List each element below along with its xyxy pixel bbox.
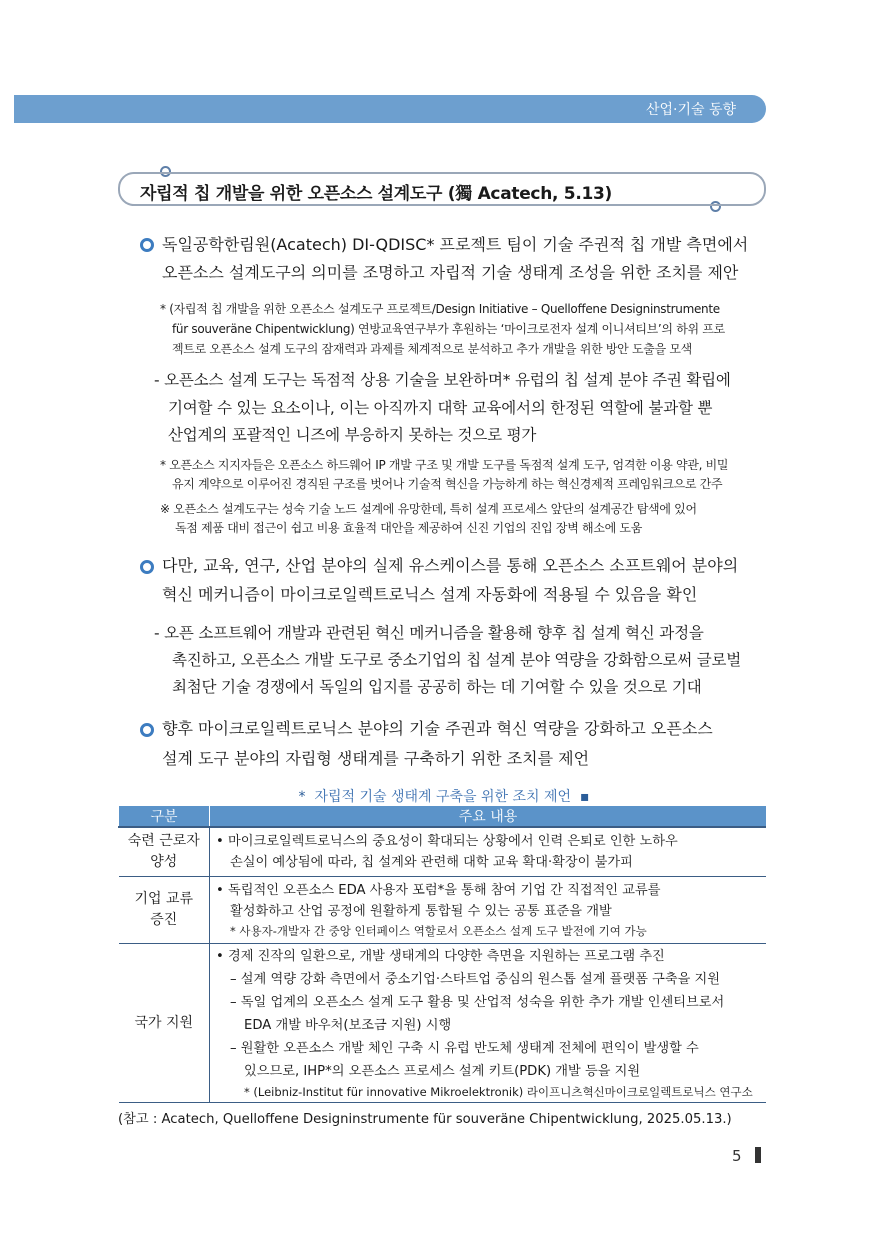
caption-marker-right: ▪ bbox=[579, 789, 590, 805]
page-number: 5 bbox=[732, 1147, 742, 1165]
table-caption bbox=[0, 786, 888, 806]
row-content bbox=[210, 827, 767, 877]
row-content bbox=[210, 944, 767, 1103]
bullet2-dash1: - 오픈 소프트웨어 개발과 관련된 혁신 메커니즘을 활용해 향후 칩 설계 혁신 과정을 bbox=[154, 624, 704, 642]
bullet1-note2: für souveräne Chipentwicklung) 연방교육연구부가 후원하는 ‘마이크로전자 설계 이니셔티브’의 하위 프로 bbox=[172, 322, 725, 336]
bullet1-dash1: - 오픈소스 설계 도구는 독점적 상용 기술을 보완하며* 유럽의 칩 설계 분야 주권 확립에 bbox=[154, 371, 731, 389]
bullet1-line2: 오픈소스 설계도구의 의미를 조명하고 자립적 기술 생태계 조성을 위한 조치를 제안 bbox=[162, 263, 739, 282]
page-title: 자립적 칩 개발을 위한 오픈소스 설계도구 (獨 Acatech, 5.13) bbox=[140, 184, 613, 204]
row-label bbox=[119, 877, 210, 944]
bullet3-line2: 설계 도구 분야의 자립형 생태계를 구축하기 위한 조치를 제언 bbox=[162, 749, 590, 768]
title-box bbox=[118, 172, 766, 206]
bullet1-note1: * (자립적 칩 개발을 위한 오픈소스 설계도구 프로젝트/Design Initiative – Quelloffene Designinstrumente bbox=[160, 302, 720, 316]
bullet1-dash2: 기여할 수 있는 요소이나, 이는 아직까지 대학 교육에서의 한정된 역할에 불과할 뿐 bbox=[168, 399, 713, 417]
bullet2-dash3: 최첨단 기술 경쟁에서 독일의 입지를 공공히 하는 데 기여할 수 있을 것으로 기대 bbox=[172, 678, 702, 696]
measures-table bbox=[118, 806, 766, 1103]
bullet1-note3: 젝트로 오픈소스 설계 도구의 잠재력과 과제를 체계적으로 분석하고 추가 개발을 위한 방안 도출을 모색 bbox=[172, 342, 692, 356]
row-label-line: 국가 지원 bbox=[134, 1014, 194, 1031]
bullet-marker-3 bbox=[140, 723, 154, 737]
row-text: 활성화하고 산업 공정에 원활하게 통합될 수 있는 공통 표준을 개발 bbox=[230, 904, 612, 919]
row-note: * (Leibniz-Institut für innovative Mikroelektronik) 라이프니츠혁신마이크로일렉트로닉스 연구소 bbox=[244, 1085, 753, 1099]
bullet3-line1: 향후 마이크로일렉트로닉스 분야의 기술 주권과 혁신 역량을 강화하고 오픈소스 bbox=[162, 719, 713, 738]
bullet2-line2: 혁신 메커니즘이 마이크로일렉트로닉스 설계 자동화에 적용될 수 있음을 확인 bbox=[162, 585, 698, 604]
caption-marker-left: * bbox=[298, 789, 306, 805]
caption-text: 자립적 기술 생태계 구축을 위한 조치 제언 bbox=[314, 789, 572, 805]
source-citation: (참고 : Acatech, Quelloffene Designinstrumente für souveräne Chipentwicklung, 2025.05.13.) bbox=[118, 1112, 732, 1127]
row-text: – 원활한 오픈소스 개발 체인 구축 시 유럽 반도체 생태계 전체에 편익이 발생할 수 bbox=[230, 1041, 699, 1056]
row-content bbox=[210, 877, 767, 944]
row-text: – 독일 업계의 오픈소스 설계 도구 활용 및 산업적 성숙을 위한 추가 개발 인센티브로서 bbox=[230, 995, 725, 1010]
row-note: * 사용자-개발자 간 중앙 인터페이스 역할로서 오픈소스 설계 도구 발전에 기여 가능 bbox=[230, 924, 647, 938]
row-label-line: 숙련 근로자 bbox=[127, 833, 200, 849]
bullet2-line1: 다만, 교육, 연구, 산업 분야의 실제 유스케이스를 통해 오픈소스 소프트웨어 분야의 bbox=[162, 556, 739, 575]
row-text: • 경제 진작의 일환으로, 개발 생태계의 다양한 측면을 지원하는 프로그램 추진 bbox=[216, 949, 665, 964]
table-row bbox=[119, 877, 767, 944]
table-header-row bbox=[119, 806, 767, 827]
row-text: – 설계 역량 강화 측면에서 중소기업·스타트업 중심의 원스톱 설계 플랫폼 구축을 지원 bbox=[230, 972, 721, 987]
header-content: 주요 내용 bbox=[210, 806, 767, 827]
bullet2-dash2: 촉진하고, 오픈소스 개발 도구로 중소기업의 칩 설계 분야 역량을 강화함으로써 글로벌 bbox=[172, 651, 742, 669]
row-text: • 마이크로일렉트로닉스의 중요성이 확대되는 상황에서 인력 은퇴로 인한 노하우 bbox=[216, 834, 678, 849]
row-label bbox=[119, 827, 210, 877]
table-row bbox=[119, 827, 767, 877]
table-row bbox=[119, 944, 767, 1103]
row-text: EDA 개발 바우처(보조금 지원) 시행 bbox=[244, 1018, 452, 1033]
row-text: • 독립적인 오픈소스 EDA 사용자 포럼*을 통해 참여 기업 간 직접적인 교류를 bbox=[216, 883, 661, 898]
bullet1-note7: 독점 제품 대비 접근이 쉽고 비용 효율적 대안을 제공하여 신진 기업의 진입 장벽 해소에 도움 bbox=[175, 521, 643, 535]
row-label-line: 기업 교류 bbox=[134, 891, 194, 907]
bullet1-dash3: 산업계의 포괄적인 니즈에 부응하지 못하는 것으로 평가 bbox=[168, 426, 537, 444]
bullet1-note4: * 오픈소스 지지자들은 오픈소스 하드웨어 IP 개발 구조 및 개발 도구를 독점적 설계 도구, 엄격한 이용 약관, 비밀 bbox=[160, 458, 729, 472]
row-text: 있으므로, IHP*의 오픈소스 프로세스 설계 키트(PDK) 개발 등을 지원 bbox=[244, 1064, 641, 1079]
section-header-bar bbox=[14, 95, 766, 123]
row-label bbox=[119, 944, 210, 1103]
bullet-marker-1 bbox=[140, 238, 154, 252]
page-number-bar bbox=[755, 1147, 761, 1163]
header-category: 구분 bbox=[119, 806, 210, 827]
row-label-line: 증진 bbox=[150, 912, 178, 928]
section-label: 산업·기술 동향 bbox=[645, 102, 736, 118]
bullet1-note6: ※ 오픈소스 설계도구는 성숙 기술 노드 설계에 유망한데, 특히 설계 프로세스 앞단의 설계공간 탐색에 있어 bbox=[160, 502, 697, 516]
row-label-line: 양성 bbox=[150, 854, 178, 870]
bullet1-line1: 독일공학한림원(Acatech) DI-QDISC* 프로젝트 팀이 기술 주권적 칩 개발 측면에서 bbox=[162, 235, 749, 254]
bullet-marker-2 bbox=[140, 560, 154, 574]
row-text: 손실이 예상됨에 따라, 칩 설계와 관련해 대학 교육 확대·확장이 불가피 bbox=[230, 855, 633, 870]
bullet1-note5: 유지 계약으로 이루어진 경직된 구조를 벗어나 기술적 혁신을 가능하게 하는 혁신경제적 프레임워크으로 간주 bbox=[172, 477, 723, 491]
